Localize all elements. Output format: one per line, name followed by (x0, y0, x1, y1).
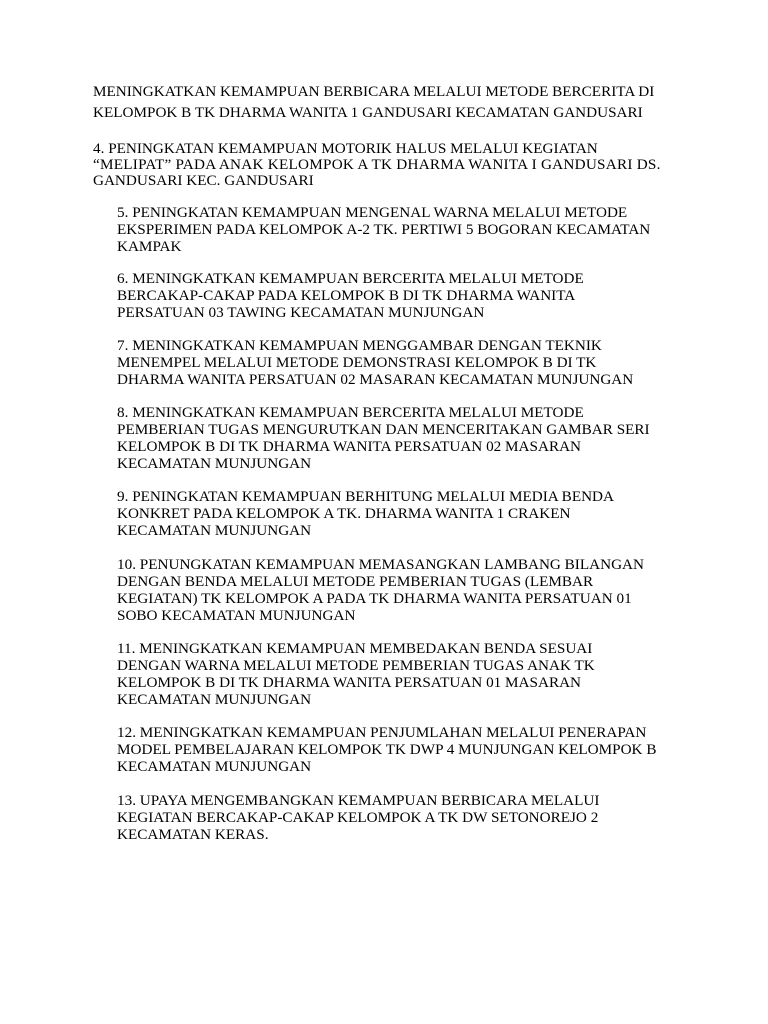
list-item-line: EKSPERIMEN PADA KELOMPOK A-2 TK. PERTIWI 5 BOGORAN KECAMATAN (117, 221, 651, 238)
list-item-line: MENEMPEL MELALUI METODE DEMONSTRASI KELOMPOK B DI TK (117, 354, 597, 371)
list-item-line: 11. MENINGKATKAN KEMAMPUAN MEMBEDAKAN BENDA SESUAI (117, 640, 593, 657)
list-item-line: 8. MENINGKATKAN KEMAMPUAN BERCERITA MELALUI METODE (117, 404, 584, 421)
list-item-line: 5. PENINGKATAN KEMAMPUAN MENGENAL WARNA MELALUI METODE (117, 204, 628, 221)
list-item-line: KECAMATAN MUNJUNGAN (117, 758, 312, 775)
intro-line: MENINGKATKAN KEMAMPUAN BERBICARA MELALUI METODE BERCERITA DI (93, 83, 655, 100)
list-item-line: KELOMPOK B DI TK DHARMA WANITA PERSATUAN 01 MASARAN (117, 674, 582, 691)
list-item-line: KECAMATAN MUNJUNGAN (117, 455, 312, 472)
list-item-line: SOBO KECAMATAN MUNJUNGAN (117, 607, 356, 624)
list-item-line: DHARMA WANITA PERSATUAN 02 MASARAN KECAMATAN MUNJUNGAN (117, 371, 634, 388)
list-item-line: KEGIATAN) TK KELOMPOK A PADA TK DHARMA WANITA PERSATUAN 01 (117, 590, 632, 607)
list-item-line: MODEL PEMBELAJARAN KELOMPOK TK DWP 4 MUNJUNGAN KELOMPOK B (117, 741, 657, 758)
intro-line: KELOMPOK B TK DHARMA WANITA 1 GANDUSARI KECAMATAN GANDUSARI (93, 104, 643, 121)
list-item-line: KAMPAK (117, 238, 182, 255)
list-item-line: KECAMATAN KERAS. (117, 826, 269, 843)
list-item-line: KECAMATAN MUNJUNGAN (117, 691, 312, 708)
list-item-line: 12. MENINGKATKAN KEMAMPUAN PENJUMLAHAN MELALUI PENERAPAN (117, 724, 647, 741)
list-item-line: KECAMATAN MUNJUNGAN (117, 522, 312, 539)
list-item-line: PEMBERIAN TUGAS MENGURUTKAN DAN MENCERITAKAN GAMBAR SERI (117, 421, 650, 438)
list-item-line: DENGAN WARNA MELALUI METODE PEMBERIAN TUGAS ANAK TK (117, 657, 595, 674)
list-item-line: 9. PENINGKATAN KEMAMPUAN BERHITUNG MELALUI MEDIA BENDA (117, 488, 614, 505)
list-item-line: BERCAKAP-CAKAP PADA KELOMPOK B DI TK DHARMA WANITA (117, 287, 576, 304)
list-item-line: PERSATUAN 03 TAWING KECAMATAN MUNJUNGAN (117, 304, 485, 321)
list-item-line: 13. UPAYA MENGEMBANGKAN KEMAMPUAN BERBICARA MELALUI (117, 792, 600, 809)
list-item-line: 4. PENINGKATAN KEMAMPUAN MOTORIK HALUS MELALUI KEGIATAN (93, 140, 598, 157)
list-item-line: KELOMPOK B DI TK DHARMA WANITA PERSATUAN 02 MASARAN (117, 438, 582, 455)
list-item-line: KEGIATAN BERCAKAP-CAKAP KELOMPOK A TK DW SETONOREJO 2 (117, 809, 599, 826)
list-item-line: 10. PENUNGKATAN KEMAMPUAN MEMASANGKAN LAMBANG BILANGAN (117, 556, 644, 573)
list-item-line: KONKRET PADA KELOMPOK A TK. DHARMA WANITA 1 CRAKEN (117, 505, 571, 522)
list-item-line: 7. MENINGKATKAN KEMAMPUAN MENGGAMBAR DENGAN TEKNIK (117, 337, 602, 354)
list-item-line: GANDUSARI KEC. GANDUSARI (93, 172, 314, 189)
list-item-line: 6. MENINGKATKAN KEMAMPUAN BERCERITA MELALUI METODE (117, 270, 584, 287)
list-item-line: DENGAN BENDA MELALUI METODE PEMBERIAN TUGAS (LEMBAR (117, 573, 594, 590)
list-item-line: “MELIPAT” PADA ANAK KELOMPOK A TK DHARMA WANITA I GANDUSARI DS. (93, 156, 661, 173)
